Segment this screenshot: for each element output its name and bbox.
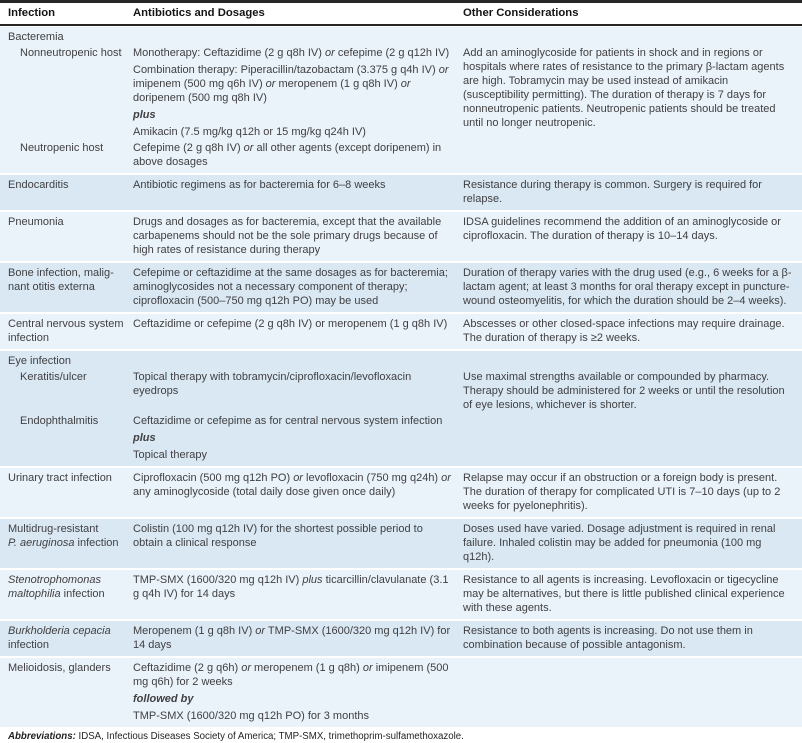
antibiotics-paragraph: Ceftazidime or cefepime (2 g q8h IV) or meropenem (1 g q8h IV) (133, 318, 448, 330)
considerations-paragraph: Abscesses or other closed-space infections may require drainage. The duration of therapy is ≥2 weeks. (463, 318, 785, 344)
table-header-row (0, 0, 802, 26)
considerations-paragraph: Use maximal strengths available or compounded by pharmacy. Therapy should be administered for 2 weeks or until the resolution of eye lesions, whichever is shorter. (463, 371, 785, 411)
antibiotics-paragraph: Antibiotic regimens as for bacteremia for 6–8 weeks (133, 179, 386, 191)
infection-label-line: Melioidosis, glanders (8, 662, 111, 674)
infection-label-line: Stenotrophomonas (8, 574, 101, 586)
infection-label-line: Neutropenic host (20, 142, 104, 154)
infection-cell (8, 354, 133, 368)
considerations-cell (463, 370, 794, 412)
infection-cell (8, 471, 133, 513)
infection-cell (8, 215, 133, 257)
footnote-text: IDSA, Infectious Diseases Society of America; TMP-SMX, trimethoprim-sulfamethoxazole. (75, 731, 464, 742)
antibiotics-cell (133, 46, 463, 139)
table-row-group (0, 212, 802, 261)
infection-cell (8, 573, 133, 615)
footnote (0, 727, 802, 743)
antibiotics-paragraph: Monotherapy: Ceftazidime (2 g q8h IV) or cefepime (2 g q12h IV) (133, 47, 450, 59)
column-header-infection: Infection (8, 7, 56, 19)
table-row-group (0, 621, 802, 656)
table-row-group (0, 570, 802, 619)
antibiotics-paragraph: Meropenem (1 g q8h IV) or TMP-SMX (1600/320 mg q12h IV) for 14 days (133, 625, 451, 651)
antibiotics-paragraph: plus (133, 432, 156, 444)
antibiotics-paragraph: Topical therapy (133, 449, 207, 461)
antibiotics-paragraph: TMP-SMX (1600/320 mg q12h PO) for 3 months (133, 710, 369, 722)
antibiotics-cell (133, 661, 463, 723)
infection-label-line: P. aeruginosa infection (8, 537, 119, 549)
considerations-cell (463, 46, 794, 139)
infection-label-line: maltophilia infection (8, 588, 105, 600)
footnote-label: Abbreviations: (8, 731, 76, 742)
considerations-cell (463, 215, 794, 257)
considerations-paragraph: Duration of therapy varies with the drug used (e.g., 6 weeks for a β-lactam agent; at least 3 months for oral therapy except in puncture-wound osteomyelitis, for which the duration should be 2–4 weeks). (463, 267, 792, 307)
antibiotics-paragraph: TMP-SMX (1600/320 mg q12h IV) plus ticarcillin/clavulanate (3.1 g q4h IV) for 14 days (133, 574, 449, 600)
considerations-cell (463, 573, 794, 615)
antibiotics-cell (133, 522, 463, 564)
antibiotics-cell (133, 141, 463, 169)
considerations-cell (463, 354, 794, 368)
considerations-paragraph: Resistance to both agents is increasing. Do not use them in combination because of possible antagonism. (463, 625, 753, 651)
column-header-antibiotics: Antibiotics and Dosages (133, 7, 265, 19)
antibiotics-paragraph: followed by (133, 693, 194, 705)
antibiotics-cell (133, 317, 463, 345)
antibiotics-cell (133, 178, 463, 206)
antibiotics-paragraph: plus (133, 109, 156, 121)
infection-cell (8, 178, 133, 206)
antibiotics-paragraph: Colistin (100 mg q12h IV) for the shortest possible period to obtain a clinical response (133, 523, 423, 549)
antibiotics-paragraph: Ciprofloxacin (500 mg q12h PO) or levofloxacin (750 mg q24h) or any aminoglycoside (total daily dose given once daily) (133, 472, 451, 498)
considerations-cell (463, 661, 794, 723)
infection-label-line: Urinary tract infection (8, 472, 112, 484)
infection-label-line: Pneumonia (8, 216, 64, 228)
infection-label-line: Bacteremia (8, 31, 64, 43)
table-body (0, 27, 802, 727)
column-header-considerations: Other Considerations (463, 7, 579, 19)
table-row-group (0, 263, 802, 312)
infection-label-line: Eye infection (8, 355, 71, 367)
considerations-cell (463, 30, 794, 44)
antibiotics-cell (133, 215, 463, 257)
infection-label-line: nant otitis externa (8, 281, 95, 293)
antibiotics-cell (133, 624, 463, 652)
infection-label-line: Endophthalmitis (20, 415, 99, 427)
infection-cell (8, 624, 133, 652)
antibiotics-cell (133, 354, 463, 368)
antibiotics-paragraph: Combination therapy: Piperacillin/tazobactam (3.375 g q4h IV) or imipenem (500 mg q6h IV) or meropenem (1 g q8h IV) or doripenem (500 mg q8h IV) (133, 64, 449, 104)
infection-label-line: Multidrug-resistant (8, 523, 99, 535)
table-row-group (0, 468, 802, 517)
antibiotics-paragraph: Ceftazidime or cefepime as for central nervous system infection (133, 415, 443, 427)
infection-cell (8, 46, 133, 139)
antibiotics-cell (133, 414, 463, 462)
considerations-cell (463, 471, 794, 513)
infection-cell (8, 661, 133, 723)
infection-label-line: Endocarditis (8, 179, 69, 191)
considerations-paragraph: Add an aminoglycoside for patients in shock and in regions or hospitals where rates of resistance to the primary β-lactam agents are high. Tobramycin may be used instead of amikacin (susceptibility permitting). The duration of therapy is 7 days for nonneutropenic patients. Neutropenic patients should be treated until no longer neutropenic. (463, 47, 785, 129)
table-row-group (0, 314, 802, 349)
considerations-cell (463, 178, 794, 206)
antibiotics-cell (133, 266, 463, 308)
infection-cell (8, 141, 133, 169)
considerations-cell (463, 624, 794, 652)
considerations-cell (463, 522, 794, 564)
table-row-group (0, 658, 802, 727)
infection-label-line: Burkholderia cepacia (8, 625, 111, 637)
table-row-group (0, 351, 802, 466)
infection-cell (8, 266, 133, 308)
infection-label-line: Keratitis/ulcer (20, 371, 87, 383)
table-row-group (0, 175, 802, 210)
antibiotics-cell (133, 471, 463, 513)
considerations-cell (463, 414, 794, 462)
antibiotics-cell (133, 30, 463, 44)
infection-cell (8, 317, 133, 345)
considerations-paragraph: Relapse may occur if an obstruction or a foreign body is present. The duration of therapy for complicated UTI is 7–10 days (up to 2 weeks for pyelonephritis). (463, 472, 781, 512)
infection-cell (8, 370, 133, 412)
infection-label-line: Central nervous system (8, 318, 124, 330)
considerations-paragraph: Doses used have varied. Dosage adjustment is required in renal failure. Inhaled colistin may be added for pneumonia (100 mg q12h). (463, 523, 776, 563)
antibiotics-paragraph: Topical therapy with tobramycin/ciprofloxacin/levofloxacin eyedrops (133, 371, 412, 397)
antibiotics-paragraph: Ceftazidime (2 g q6h) or meropenem (1 g q8h) or imipenem (500 mg q6h) for 2 weeks (133, 662, 449, 688)
antibiotics-paragraph: Drugs and dosages as for bacteremia, except that the available carbapenems should not be the sole primary drugs because of high rates of resistance during therapy (133, 216, 442, 256)
considerations-cell (463, 141, 794, 169)
considerations-cell (463, 266, 794, 308)
considerations-paragraph: IDSA guidelines recommend the addition of an aminoglycoside or ciprofloxacin. The duration of therapy is 10–14 days. (463, 216, 781, 242)
antibiotics-cell (133, 573, 463, 615)
infection-label-line: Bone infection, malig- (8, 267, 114, 279)
antibiotics-paragraph: Cefepime (2 g q8h IV) or all other agents (except doripenem) in above dosages (133, 142, 442, 168)
considerations-paragraph: Resistance during therapy is common. Surgery is required for relapse. (463, 179, 762, 205)
infection-cell (8, 414, 133, 462)
considerations-cell (463, 317, 794, 345)
infection-label-line: infection (8, 639, 49, 651)
table-row-group (0, 519, 802, 568)
infection-cell (8, 522, 133, 564)
antibiotics-cell (133, 370, 463, 412)
infection-cell (8, 30, 133, 44)
antibiotics-paragraph: Cefepime or ceftazidime at the same dosages as for bacteremia; aminoglycosides not a necessary component of therapy; ciprofloxacin (500–750 mg q12h PO) may be used (133, 267, 448, 307)
table-row-group (0, 27, 802, 173)
infection-label-line: infection (8, 332, 49, 344)
infection-label-line: Nonneutropenic host (20, 47, 122, 59)
antibiotics-paragraph: Amikacin (7.5 mg/kg q12h or 15 mg/kg q24h IV) (133, 126, 366, 138)
considerations-paragraph: Resistance to all agents is increasing. Levofloxacin or tigecycline may be alternatives, but there is little published clinical experience with these agents. (463, 574, 785, 614)
